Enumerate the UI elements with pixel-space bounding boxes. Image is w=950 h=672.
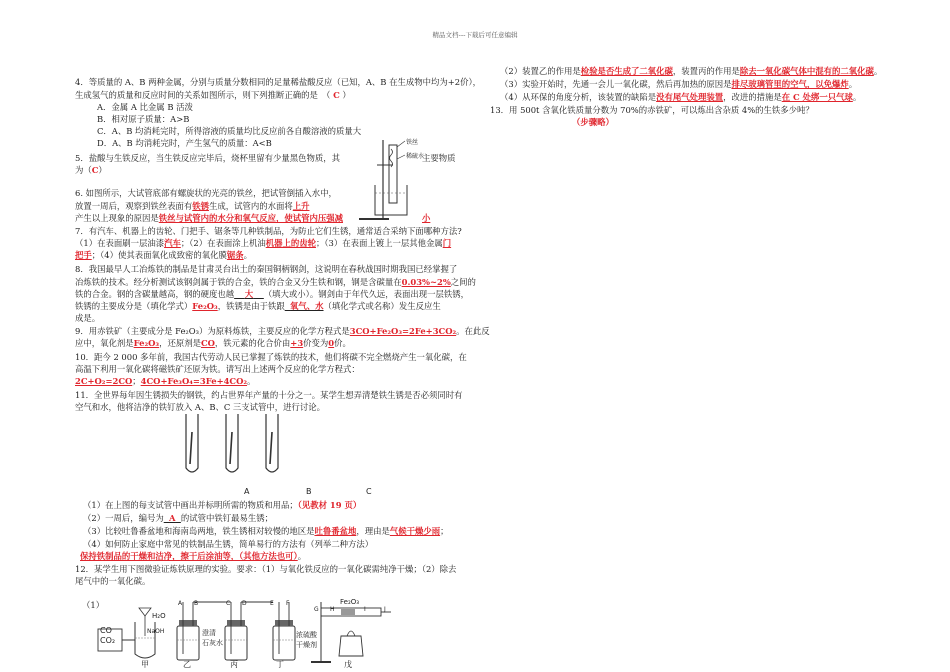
test-tube-a: [186, 414, 198, 472]
q8-line-2: 冶炼铁的技术。经分析测试该钢剑属于铁的合金，铁的合金又分生铁和钢，钢是含碳量在0.03%~2%之间的: [75, 277, 476, 287]
q9-line-2: 应中，氧化剂是Fe₂O₃，还原剂是CO，铁元素的化合价由+3价变为0价。: [75, 338, 351, 348]
q9-line-1: 9．用赤铁矿（主要成分是 Fe₂O₃）为原料炼铁，主要反应的化学方程式是3CO+Fe₂O₃=2Fe+3CO₂。在此反: [75, 326, 490, 336]
port-label-j: J: [384, 606, 386, 613]
naoh-label: NaOH: [147, 628, 165, 635]
q8-line-5: 成是。: [75, 313, 101, 323]
port-label-f: F: [286, 600, 290, 607]
q8-line-1: 8．我国最早人工冶炼铁的制品是甘肃灵台出土的秦国铜柄钢剑，这说明在春秋战国时期我国已经掌握了: [75, 264, 458, 274]
q4-option-a: A．金属 A 比金属 B 活泼: [97, 102, 193, 112]
port-label-i: I: [364, 606, 366, 613]
q4-option-d: D．A、B 均消耗完时，产生氢气的质量：A<B: [97, 138, 272, 148]
q6-answer-end: 小: [422, 213, 431, 223]
port-label-h: H: [330, 606, 335, 613]
q11-sub-1: （1）在上图的每支试管中画出并标明所需的物质和用品；（见教材 19 页）: [83, 500, 362, 510]
yi-label: 乙: [183, 660, 191, 669]
port-label-g: G: [314, 606, 319, 613]
tube-label-c: C: [366, 487, 372, 496]
h2o-label: H₂O: [152, 612, 166, 620]
jia-label: 甲: [141, 660, 149, 669]
q11-sub-4: （4）如何防止家庭中常见的铁制品生锈，简单易行的方法有（列举二种方法）: [83, 539, 374, 549]
test-tubes-figure: [170, 412, 290, 482]
limewater-label-2: 石灰水: [202, 639, 223, 647]
q6-line-2: 放置一周后，观察到铁丝表面有铁锈生成，试管内的水面将上升: [75, 201, 310, 211]
dilute-label: 稀硫水: [406, 153, 425, 160]
port-label-a: A: [178, 600, 183, 607]
q6-line-3: 产生以上现象的原因是铁丝与试管内的水分和氧气反应，使试管内压强减: [75, 213, 343, 223]
q12-sub-1: （1）: [82, 600, 105, 610]
co2-label: CO₂: [100, 636, 116, 645]
q4-stem-2: 生成氢气的质量和反应时间的关系如图所示，则下列推断正确的是 （ C ）: [75, 90, 351, 100]
q5-line-2: 为（C）: [75, 165, 107, 175]
fe2o3-label: Fe₂O₃: [340, 598, 360, 606]
port-label-d: D: [242, 600, 247, 607]
port-label-b: B: [194, 600, 199, 607]
iron-wire-label: 铁丝: [406, 139, 419, 146]
q4-stem-1: 4．等质量的 A、B 两种金属，分别与质量分数相同的足量稀盐酸反应（已知，A、B 在生成物中均为+2价），: [75, 77, 481, 87]
q11-sub-2: （2）一周后，编号为 A 的试管中铁钉最易生锈；: [83, 513, 273, 523]
q4-option-b: B．相对原子质量：A>B: [97, 114, 190, 124]
page-header: 精品文档---下载后可任意编辑: [432, 31, 518, 39]
q6-line-1: 6. 如图所示，大试管底部有螺旋状的光亮的铁丝，把试管倒插入水中，: [75, 188, 337, 198]
right-line-3: （4）从环保的角度分析，该装置的缺陷是没有尾气处理装置，改进的措施是在 C 处绑一只气球。: [500, 92, 862, 102]
acid-label-1: 浓硫酸: [296, 631, 317, 639]
limewater-label-1: 澄清: [202, 629, 216, 637]
port-label-c: C: [226, 600, 231, 607]
right-line-1: （2）装置乙的作用是检验是否生成了二氧化碳，装置丙的作用是除去一氧化碳气体中混有的二氧化碳。: [500, 66, 883, 76]
tube-label-a: A: [244, 487, 250, 496]
q8-line-3: 铁的合金。钢的含碳量越高，钢的硬度也越 大 （填大或小）。钢剑由于年代久远，表面出现一层铁锈，: [75, 289, 469, 299]
ding-label: 丁: [276, 660, 284, 669]
wu-label: 戊: [344, 660, 352, 669]
q7-line-2: （1）在表面刷一层油漆汽车；（2）在表面涂上机油机器上的齿轮；（3）在表面上镀上一层其他金属门: [75, 238, 452, 248]
test-tube-b: [226, 414, 238, 472]
q12-line-1: 12．某学生用下图微验证炼铁原理的实验。要求：（1）与氧化铁反应的一氧化碳需纯净干燥；（2）除去: [75, 564, 457, 574]
co-label: CO: [100, 626, 112, 635]
q5-line-1b: 主要物质: [422, 153, 456, 163]
port-label-e: E: [270, 600, 274, 607]
q11-sub-3: （3）比较吐鲁番盆地和海南岛两地，铁生锈相对较慢的地区是吐鲁番盆地，理由是气候干燥少雨；: [83, 526, 449, 536]
bing-label: 丙: [230, 660, 238, 669]
q7-line-3: 把手；（4）使其表面氧化成致密的氧化膜锯条。: [75, 250, 253, 260]
acid-label-2: 干燥剂: [296, 641, 317, 649]
tube-label-b: B: [306, 487, 312, 496]
q11-line-1: 11．全世界每年因生锈损失的钢铁，约占世界年产量的十分之一。某学生想弄清楚铁生锈是否必须同时有: [75, 390, 463, 400]
q13-answer: （步骤略）: [572, 117, 614, 127]
q11-line-2: 空气和水，他将洁净的铁钉放入 A、B、C 三支试管中，进行讨论。: [75, 402, 326, 412]
inverted-tube-apparatus: [345, 135, 425, 225]
test-tube-c: [266, 414, 278, 472]
q4-answer: C: [333, 90, 340, 100]
q7-line-1: 7．有汽车、机器上的齿轮、门把手、锯条等几种铁制品，为防止它们生锈，通常适合采纳下面哪种方法?: [75, 226, 462, 236]
q8-line-4: 铁锈的主要成分是（填化学式）Fe₂O₃，铁锈是由于铁跟 氧气、水（填化学式或名称）发生反应生: [75, 301, 441, 311]
q10-line-3: 2C+O₂=2CO；4CO+Fe₃O₄=3Fe+4CO₂。: [75, 376, 256, 386]
q10-line-1: 10．距今 2 000 多年前，我国古代劳动人民已掌握了炼铁的技术，他们将碳不完全燃烧产生一氧化碳，在: [75, 352, 467, 362]
q10-line-2: 高温下利用一氧化碳将磁铁矿还原为铁。请写出上述两个反应的化学方程式：: [75, 364, 360, 374]
q5-answer: C: [91, 165, 99, 175]
q5-line-1: 5．盐酸与生铁反应，当生铁反应完毕后，烧杯里留有少量黑色物质，其: [75, 153, 340, 163]
q12-line-2: 尾气中的一氧化碳。: [75, 576, 151, 586]
q11-sub-4-answer: 保持铁制品的干燥和洁净，擦干后涂油等，（其他方法也可）。: [80, 551, 307, 561]
q13-question: 13．用 500t 含氧化铁质量分数为 70%的赤铁矿，可以炼出含杂质 4%的生铁多少吨？: [490, 105, 814, 115]
q4-option-c: C．A、B 均消耗完时，所得溶液的质量均比反应前各自酸溶液的质量大: [97, 126, 362, 136]
right-line-2: （3）实验开始时，先通一会儿一氧化碳，然后再加热的原因是排尽玻璃管里的空气，以免爆炸。: [500, 79, 858, 89]
